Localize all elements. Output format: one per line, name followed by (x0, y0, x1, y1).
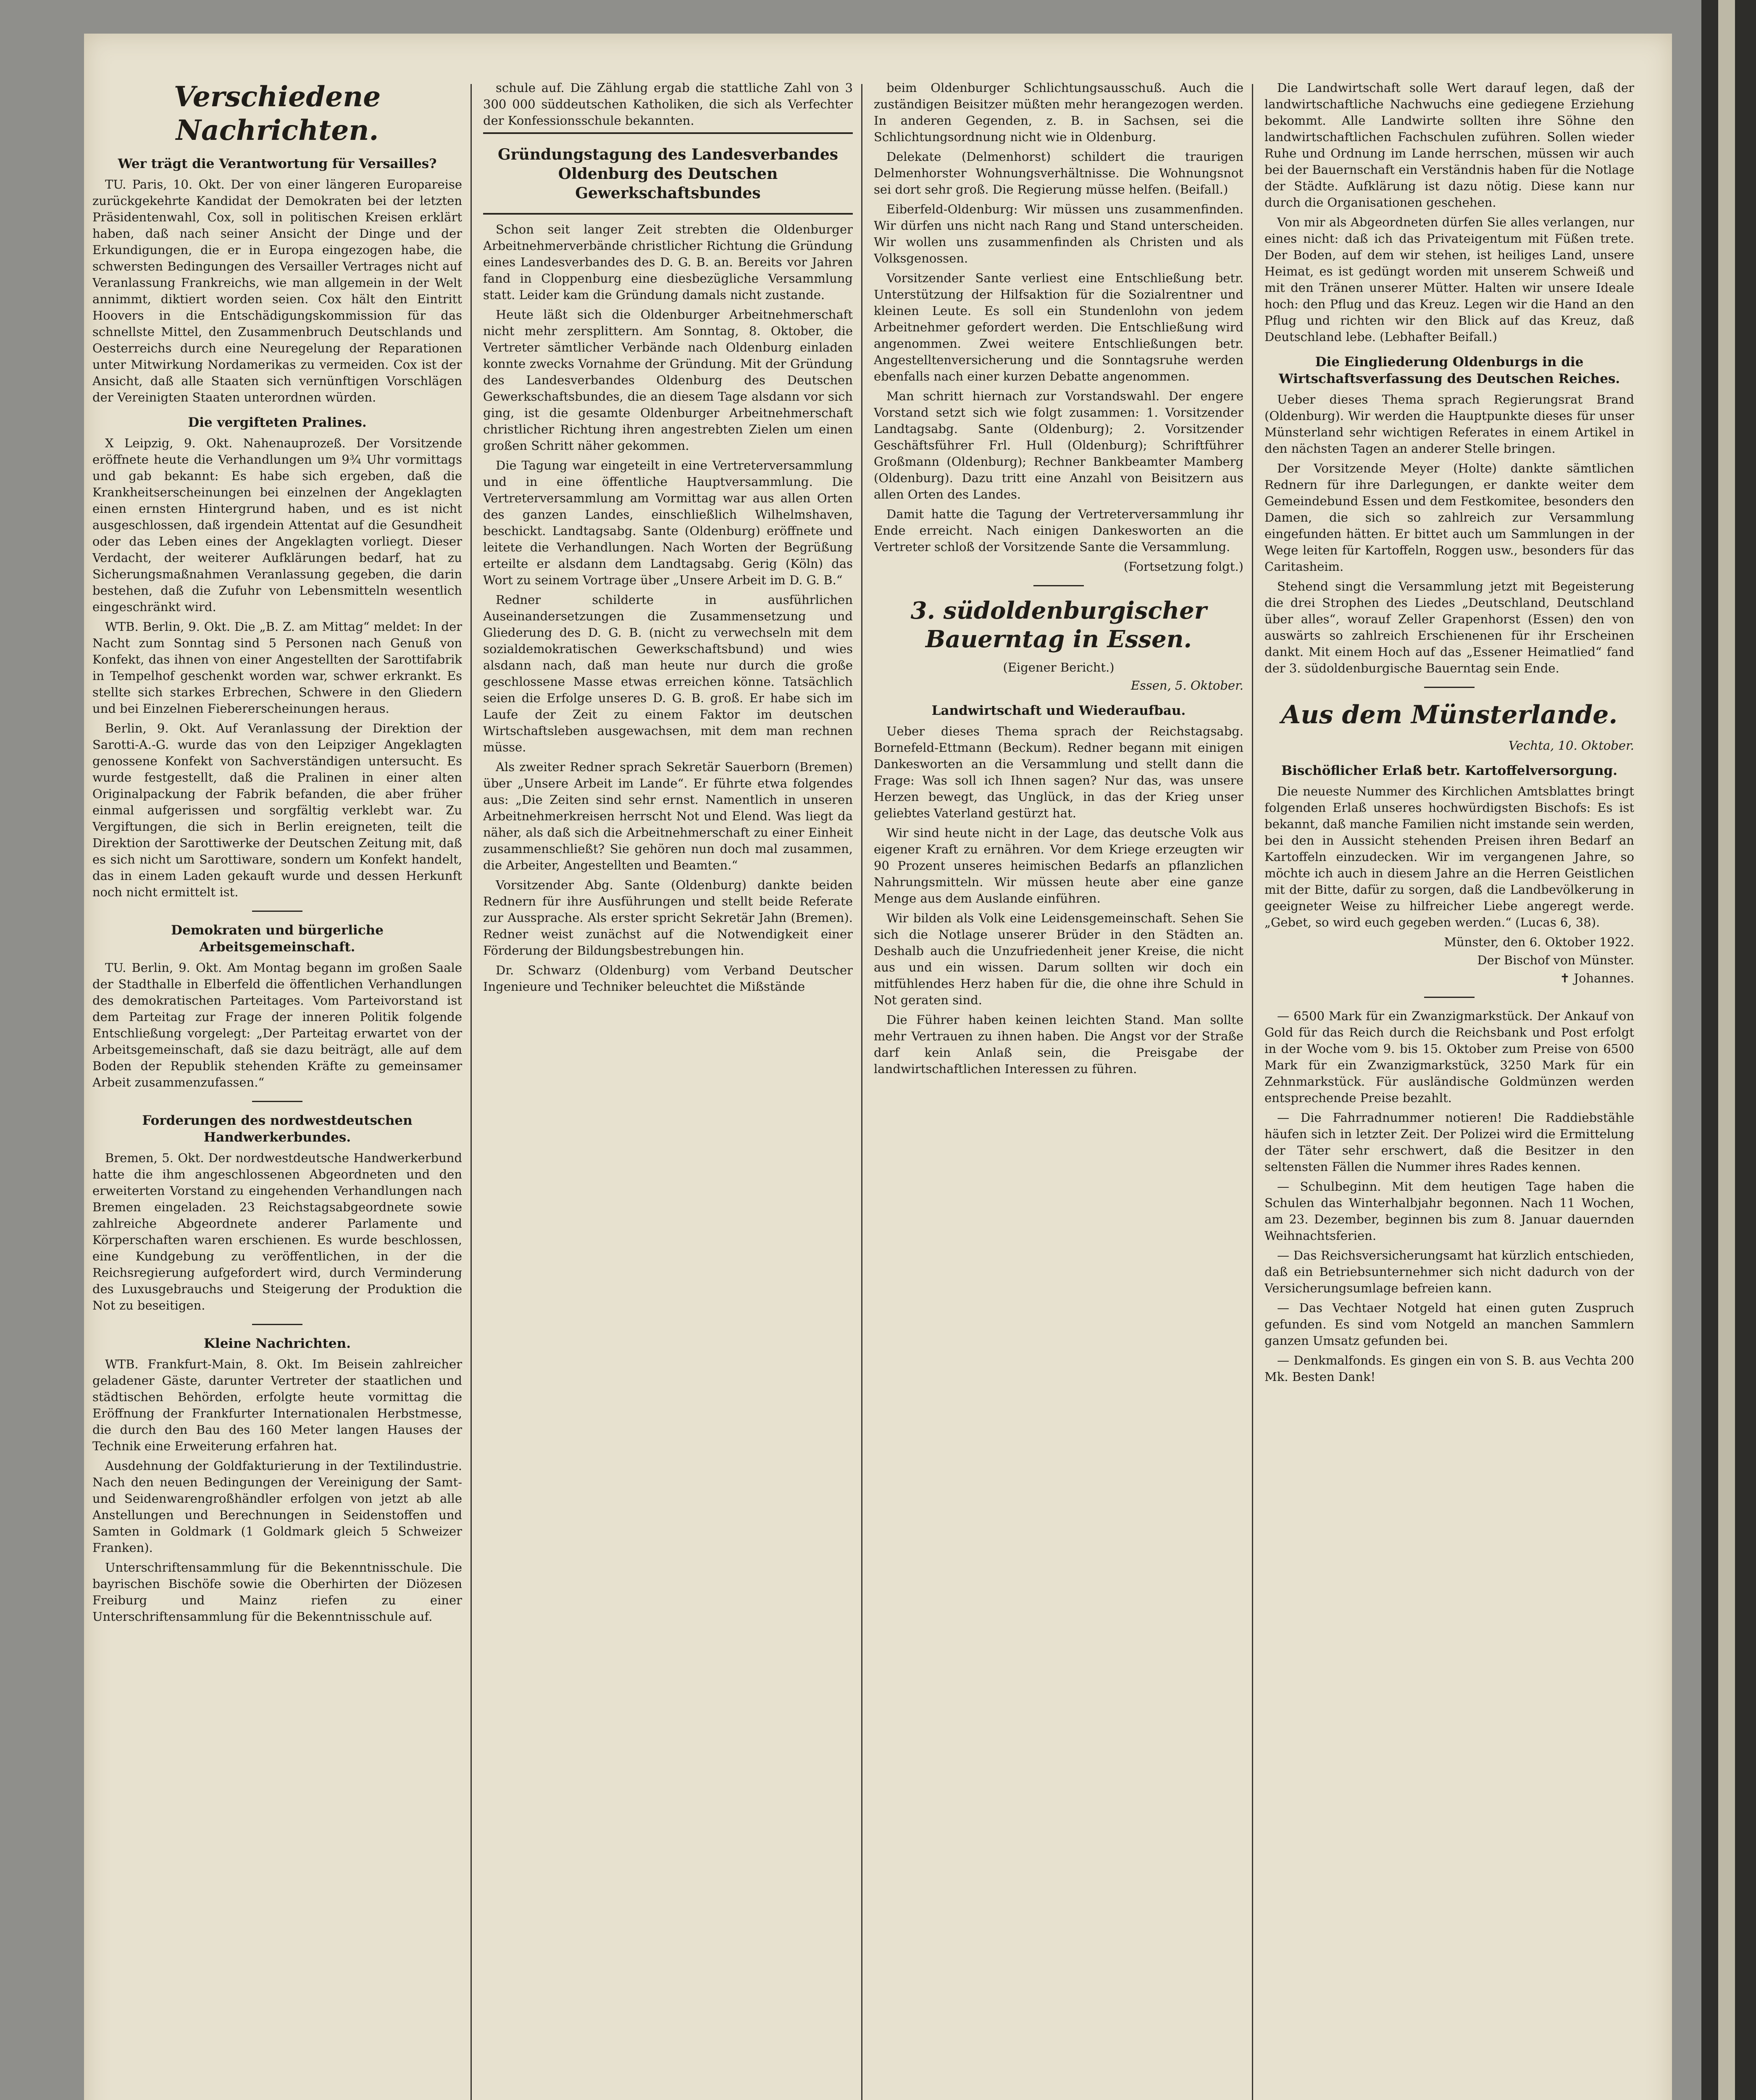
article-text: Die neueste Nummer des Kirchlichen Amtsblattes bringt folgenden Erlaß unseres hochwürdigsten Bischofs: Es ist bekannt, daß manche Familien nicht imstande sein werden, bei den in Aussicht stehenden Preisen ihren Bedarf an Kartoffeln einzudecken. Wir im vergangenen Jahre, so möchte ich auch in diesem Jahre an die Herren Geistlichen mit der Bitte, dafür zu sorgen, daß die Landbevölkerung in geeigneter Weise zu hilfreicher Liebe angeregt werde. „Gebet, so wird euch gegeben werden.“ (Lucas 6, 38). (1264, 784, 1634, 929)
news-item: — Das Vechtaer Notgeld hat einen guten Zuspruch gefunden. Es sind vom Notgeld an manchen Sammlern ganzen Umsatz gefunden bei. (1264, 1301, 1634, 1348)
divider (1424, 687, 1475, 688)
article-text: TU. Berlin, 9. Okt. Am Montag begann im großen Saale der Stadthalle in Elberfeld die öffentlichen Verhandlungen des demokratischen Parteitages. Vom Parteivorstand ist dem Parteitag zur Frage der inneren Politik folgende Entschließung vorgelegt: „Der Parteitag erwartet von der Arbeitsgemeinschaft, daß sie dazu beiträgt, alle auf dem Boden der Republik stehenden Kräfte zu gemeinsamer Arbeit zusammenzufassen.“ (92, 961, 462, 1089)
column-rule (471, 84, 472, 2100)
signature-title: Der Bischof von Münster. (1477, 953, 1634, 967)
article-text: Schon seit langer Zeit strebten die Oldenburger Arbeitnehmerverbände christlicher Richtung die Gründung eines Landesverbandes des D. G. B. an. Bereits vor Jahren fand in Cloppenburg eine diesbezügliche Versammlung statt. Leider kam die Gründung damals nicht zustande. (483, 222, 853, 302)
article-headline: Gründungstagung des Landesverbandes Oldenburg des Deutschen Gewerkschaftsbundes (497, 146, 839, 202)
article-text: Wir bilden als Volk eine Leidensgemeinschaft. Sehen Sie sich die Notlage unserer Brüder in den Städten an. Deshalb auch die Unzufriedenheit jener Kreise, die nicht aus und ein wissen. Darum sollten wir doch ein mitfühlendes Herz haben für die, die ohne ihre Schuld in Not geraten sind. (874, 911, 1243, 1007)
article-text: Die Tagung war eingeteilt in eine Vertreterversammlung und in eine öffentliche Hauptversammlung. Die Vertreterversammlung am Vormittag war aus allen Orten des ganzen Landes, einschließlich Wilhelmshaven, beschickt. Landtagsabg. Sante (Oldenburg) eröffnete und leitete die Verhandlungen. Nach Worten der Begrüßung erteilte er alsdann dem Landtagsabg. Gerig (Köln) das Wort zu seinem Vortrage über „Unsere Arbeit im D. G. B.“ (483, 458, 853, 587)
divider (1424, 997, 1475, 998)
article-text: Dr. Schwarz (Oldenburg) vom Verband Deutscher Ingenieure und Techniker beleuchtet die Mißstände (483, 963, 853, 994)
next-page-edge (1718, 0, 1735, 2100)
article-text: Unterschriftensammlung für die Bekenntnisschule. Die bayrischen Bischöfe sowie die Oberhirten der Diözesen Freiburg und Mainz riefen zu einer Unterschriftensammlung für die Bekenntnisschule auf. (92, 1560, 462, 1624)
signature-name: ✝ Johannes. (1559, 971, 1634, 985)
article-text: Delekate (Delmenhorst) schildert die traurigen Delmenhorster Wohnungsverhältnisse. Die Wohnungsnot sei dort sehr groß. Die Regierung müsse helfen. (Beifall.) (874, 150, 1243, 197)
article-text: Die Landwirtschaft solle Wert darauf legen, daß der landwirtschaftliche Nachwuchs eine gediegene Erziehung bekommt. Alle Landwirte sollten ihre Söhne den landwirtschaftlichen Fachschulen zuführen. Sollen wieder Ruhe und Ordnung im Lande herrschen, müssen wir auch bei der Bauernschaft ein Verständnis haben für die Notlage der Städte. Aufklärung ist dazu nötig. Diese kann nur durch die Organisationen geschehen. (1264, 81, 1634, 210)
divider (252, 1324, 302, 1325)
article-text: beim Oldenburger Schlichtungsausschuß. Auch die zuständigen Beisitzer müßten mehr herangezogen werden. In anderen Gegenden, z. B. in Sachsen, sei die Schlichtungsordnung nicht wie in Oldenburg. (874, 81, 1243, 144)
article-text: TU. Paris, 10. Okt. Der von einer längeren Europareise zurückgekehrte Kandidat der Demokraten bei der letzten Präsidentenwahl, Cox, soll in politischen Kreisen erklärt haben, daß nach seiner Ansicht der Dinge und der Erkundigungen, die er in Europa eingezogen habe, die schwersten Bedingungen des Versailler Vertrages nicht auf Veranlassung Frankreichs, wie man allgemein in der Welt annimmt, diktiert worden seien. Cox hält den Eintritt Hoovers in die Entschädigungskommission für das schnellste Mittel, den Zusammenbruch Deutschlands und Oesterreichs durch eine Neuregelung der Reparationen unter Mitwirkung Nordamerikas zu vermeiden. Cox ist der Ansicht, daß alle Staaten sich vernünftigen Vorschlägen der Vereinigten Staaten unterordnen würden. (92, 177, 462, 404)
article-text: Vorsitzender Sante verliest eine Entschließung betr. Unterstützung der Hilfsaktion für die Sozialrentner und kleinen Leute. Es soll ein Stundenlohn von jedem Arbeitnehmer gefordert werden. Die Entschließung wird angenommen. Zwei weitere Entschließungen betr. Angestelltenversicherung und die Sonntagsruhe werden ebenfalls nach einer kurzen Debatte angenommen. (874, 271, 1243, 383)
news-item: — Die Fahrradnummer notieren! Die Raddiebstähle häufen sich in letzter Zeit. Der Polizei wird die Ermittelung der Täter sehr erschwert, daß die Besitzer in den seltensten Fällen die Nummer ihres Rades kennen. (1264, 1110, 1634, 1174)
article-text: schule auf. Die Zählung ergab die stattliche Zahl von 3 300 000 süddeutschen Katholiken, die sich als Verfechter der Konfessionsschule bekannten. (483, 81, 853, 128)
divider (252, 1101, 302, 1102)
article-text: Der Vorsitzende Meyer (Holte) dankte sämtlichen Rednern für ihre Darlegungen, er dankte weiter dem Gemeindebund Essen und dem Festkomitee, besonders den Damen, die sich so zahlreich zur Versammlung eingefunden hätten. Er bittet auch um Sammlungen in der Wege leiten für Kartoffeln, Roggen usw., besonders für das Caritasheim. (1264, 461, 1634, 574)
article-headline: Demokraten und bürgerliche Arbeitsgemeinschaft. (171, 923, 384, 955)
article-headline: Bischöflicher Erlaß betr. Kartoffelversorgung. (1281, 763, 1618, 778)
column-2 (483, 80, 853, 2100)
continuation-note: (Fortsetzung folgt.) (1123, 559, 1243, 574)
article-text: Wir sind heute nicht in der Lage, das deutsche Volk aus eigener Kraft zu ernähren. Vor dem Kriege erzeugten wir 90 Prozent unseres heimischen Bedarfs an pflanzlichen Nahrungsmitteln. Wir müssen heute aber eine ganze Menge aus dem Auslande einführen. (874, 826, 1243, 906)
dateline: Essen, 5. Oktober. (1130, 678, 1243, 693)
headline-box (483, 132, 853, 215)
article-text: Redner schilderte in ausführlichen Auseinandersetzungen die Zusammensetzung und Gliederung des D. G. B. (nicht zu verwechseln mit dem sozialdemokratischen Gewerkschaftsbund) und wies alsdann nach, daß man heute nur durch die große geschlossene Masse etwas erreichen könne. Tatsächlich seien die Erfolge unseres D. G. B. groß. Er habe sich im Laufe der Zeit zu einem Faktor im deutschen Wirtschaftsleben ausgewachsen, mit dem man rechnen müsse. (483, 593, 853, 754)
news-item: — Das Reichsversicherungsamt hat kürzlich entschieden, daß ein Betriebsunternehmer sich nicht dadurch von der Versicherungsumlage befreien kann. (1264, 1248, 1634, 1295)
article-text: Damit hatte die Tagung der Vertreterversammlung ihr Ende erreicht. Nach einigen Dankesworten an die Vertreter schloß der Vorsitzende Sante die Versammlung. (874, 507, 1243, 554)
news-item: — Schulbeginn. Mit dem heutigen Tage haben die Schulen das Winterhalbjahr begonnen. Nach 11 Wochen, am 23. Dezember, beginnen bis zum 8. Januar dauernden Weihnachtsferien. (1264, 1179, 1634, 1243)
article-text: Heute läßt sich die Oldenburger Arbeitnehmerschaft nicht mehr zersplittern. Am Sonntag, 8. Oktober, die Vertreter sämtlicher Verbände nach Oldenburg einladen konnte zwecks Vornahme der Gründung. Mit der Gründung des Landesverbandes Oldenburg des Deutschen Gewerkschaftsbundes, die an diesem Tage alsdann vor sich ging, ist die gesamte Oldenburger Arbeitnehmerschaft christlicher Richtung ihren angestrebten Zielen um einen großen Schritt näher gekommen. (483, 307, 853, 453)
column-4 (1264, 80, 1634, 2100)
article-headline: Die vergifteten Pralines. (188, 415, 367, 430)
newspaper-page (84, 34, 1672, 2100)
article-text: WTB. Frankfurt-Main, 8. Okt. Im Beisein zahlreicher geladener Gäste, darunter Vertreter der staatlichen und städtischen Behörden, erfolgte heute vormittag die Eröffnung der Frankfurter Internationalen Herbstmesse, die durch den Bau des 160 Meter langen Hauses der Technik eine Erweiterung erfahren hat. (92, 1357, 462, 1453)
own-report-label: (Eigener Bericht.) (1003, 660, 1115, 675)
article-text: Vorsitzender Abg. Sante (Oldenburg) dankte beiden Rednern für ihre Ausführungen und stellt beide Referate zur Aussprache. Als erster spricht Sekretär Jahn (Bremen). Redner weist zunächst auf die Notwendigkeit einer Förderung der Bildungsbestrebungen hin. (483, 878, 853, 958)
article-text: Man schritt hiernach zur Vorstandswahl. Der engere Vorstand setzt sich wie folgt zusammen: 1. Vorsitzender Landtagsabg. Sante (Oldenburg); 2. Vorsitzender Geschäftsführer Frl. Hull (Oldenburg); Schriftführer Großmann (Oldenburg); Rechner Bankbeamter Mamberg (Oldenburg). Dazu tritt eine Anzahl von Beisitzern aus allen Orten des Landes. (874, 389, 1243, 501)
article-text: Eiberfeld-Oldenburg: Wir müssen uns zusammenfinden. Wir dürfen uns nicht nach Rang und Stand unterscheiden. Wir wollen uns zusammenfinden als Christen und als Volksgenossen. (874, 202, 1243, 265)
article-headline: Forderungen des nordwestdeutschen Handwerkerbundes. (142, 1113, 413, 1145)
column-1 (92, 80, 462, 2100)
signature-place-date: Münster, den 6. Oktober 1922. (1444, 935, 1634, 949)
column-rule (861, 84, 862, 2100)
column-rule (1252, 84, 1253, 2100)
article-text: Stehend singt die Versammlung jetzt mit Begeisterung die drei Strophen des Liedes „Deutschland, Deutschland über alles“, worauf Zeller Grapenhorst (Essen) den von auswärts so zahlreich Erschienenen für ihr Erscheinen dankt. Mit einem Hoch auf das „Essener Heimatlied“ fand der 3. südoldenburgische Bauerntag sein Ende. (1264, 579, 1634, 675)
divider (1033, 585, 1084, 586)
article-text: Als zweiter Redner sprach Sekretär Sauerborn (Bremen) über „Unsere Arbeit im Lande“. Er führte etwa folgendes aus: „Die Zeiten sind sehr ernst. Namentlich in unseren Arbeitnehmerkreisen herrscht Not und Elend. Was liegt da näher, als daß sich die Arbeitnehmerschaft zu einer Einheit zusammenschließt? Sie gehören nun doch mal zusammen, die Arbeiter, Angestellten und Beamten.“ (483, 760, 853, 872)
article-text: Berlin, 9. Okt. Auf Veranlassung der Direktion der Sarotti-A.-G. wurde das von den Leipziger Angeklagten genossene Konfekt von Sachverständigen untersucht. Es wurde festgestellt, daß die Pralinen in einer alten Originalpackung der Fabrik befanden, die aber früher einmal aufgerissen und sorgfältig verklebt war. Zu Vergiftungen, die sich in Berlin ereigneten, teilt die Direktion der Sarottiwerke der Deutschen Zeitung mit, daß es sich nicht um Sarottiware, sondern um Konfekt handelt, das in einem Laden gekauft wurde und dessen Herkunft noch nicht ermittelt ist. (92, 721, 462, 899)
article-text: Die Führer haben keinen leichten Stand. Man sollte mehr Vertrauen zu ihnen haben. Die Angst vor der Straße darf kein Anlaß sein, die Preisgabe der landwirtschaftlichen Interessen zu führen. (874, 1013, 1243, 1076)
article-text: X Leipzig, 9. Okt. Nahenauprozeß. Der Vorsitzende eröffnete heute die Verhandlungen um 9¾ Uhr vormittags und gab bekannt: Es habe sich ergeben, daß die Krankheitserscheinungen bei einzelnen der Angeklagten einen ernsten Hintergrund haben, und es ist nicht ausgeschlossen, daß irgendein Attentat auf die Gesundheit oder das Leben eines der Angeklagten vorliegt. Dieser Verdacht, der weiterer Aufklärungen bedarf, hat zu Sicherungsmaßnahmen Veranlassung gegeben, die darin bestehen, daß die Zufuhr von Lebensmitteln wesentlich eingeschränkt wird. (92, 436, 462, 614)
section-title: Aus dem Münsterlande. (1281, 700, 1618, 730)
article-headline: 3. südoldenburgischer Bauerntag in Essen. (910, 597, 1207, 653)
article-headline: Wer trägt die Verantwortung für Versailles? (118, 156, 437, 171)
article-headline: Die Eingliederung Oldenburgs in die Wirtschaftsverfassung des Deutschen Reiches. (1278, 354, 1620, 386)
section-title: Verschiedene Nachrichten. (173, 80, 381, 147)
article-subheadline: Landwirtschaft und Wiederaufbau. (931, 703, 1186, 718)
article-text: Ausdehnung der Goldfakturierung in der Textilindustrie. Nach den neuen Bedingungen der Vereinigung der Samt- und Seidenwarengroßhändler erfolgen von jetzt ab alle Anstellungen und Berechnungen in Seidenstoffen und Samten in Goldmark (1 Goldmark gleich 5 Schweizer Franken). (92, 1459, 462, 1555)
article-text: Bremen, 5. Okt. Der nordwestdeutsche Handwerkerbund hatte die ihm angeschlossenen Abgeordneten und den erweiterten Vorstand zu eingehenden Verhandlungen nach Bremen eingeladen. 23 Reichstagsabgeordnete sowie zahlreiche Abgeordnete anderer Parlamente und Körperschaften waren erschienen. Es wurde beschlossen, eine Kundgebung zu veröffentlichen, in der die Reichsregierung aufgefordert wird, durch Verminderung des Luxusgebrauchs und Steigerung der Produktion die Not zu beseitigen. (92, 1151, 462, 1312)
article-text: Von mir als Abgeordneten dürfen Sie alles verlangen, nur eines nicht: daß ich das Privateigentum mit Füßen trete. Der Boden, auf dem wir stehen, ist heiliges Land, unsere Heimat, es ist gedüngt worden mit unserem Schweiß und mit den Tränen unserer Mütter. Halten wir unsere Ideale hoch: den Pflug und das Kreuz. Legen wir die Hand an den Pflug und richten wir den Blick auf das Kreuz, daß Deutschland lebe. (Lebhafter Beifall.) (1264, 215, 1634, 344)
divider (252, 911, 302, 912)
news-item: — 6500 Mark für ein Zwanzigmarkstück. Der Ankauf von Gold für das Reich durch die Reichsbank und Post erfolgt in der Woche vom 9. bis 15. Oktober zum Preise von 6500 Mark für ein Zwanzigmarkstück, 3250 Mark für ein Zehnmarkstück. Für ausländische Goldmünzen werden entsprechende Preise bezahlt. (1264, 1009, 1634, 1105)
news-item: — Denkmalfonds. Es gingen ein von S. B. aus Vechta 200 Mk. Besten Dank! (1264, 1353, 1634, 1384)
article-text: WTB. Berlin, 9. Okt. Die „B. Z. am Mittag“ meldet: In der Nacht zum Sonntag sind 5 Personen nach Genuß von Konfekt, das ihnen von einer Angestellten der Sarottifabrik in Tempelhof geschenkt worden war, schwer erkrankt. Es stellte sich starkes Erbrechen, Schwere in den Gliedern und bei Einzelnen Fiebererscheinungen heraus. (92, 620, 462, 716)
dateline: Vechta, 10. Oktober. (1508, 738, 1634, 753)
column-3 (874, 80, 1243, 2100)
article-headline: Kleine Nachrichten. (203, 1336, 351, 1351)
article-text: Ueber dieses Thema sprach der Reichstagsabg. Bornefeld-Ettmann (Beckum). Redner begann mit einigen Dankesworten an die Versammlung und stellt dann die Frage: Was soll ich Ihnen sagen? Nur das, was unsere Herzen bewegt, das Unglück, in das der Krieg unser geliebtes Vaterland gestürzt hat. (874, 724, 1243, 820)
article-text: Ueber dieses Thema sprach Regierungsrat Brand (Oldenburg). Wir werden die Hauptpunkte dieses für unser Münsterland sehr wichtigen Referates in einem Artikel in den nächsten Tagen an anderer Stelle bringen. (1264, 392, 1634, 456)
